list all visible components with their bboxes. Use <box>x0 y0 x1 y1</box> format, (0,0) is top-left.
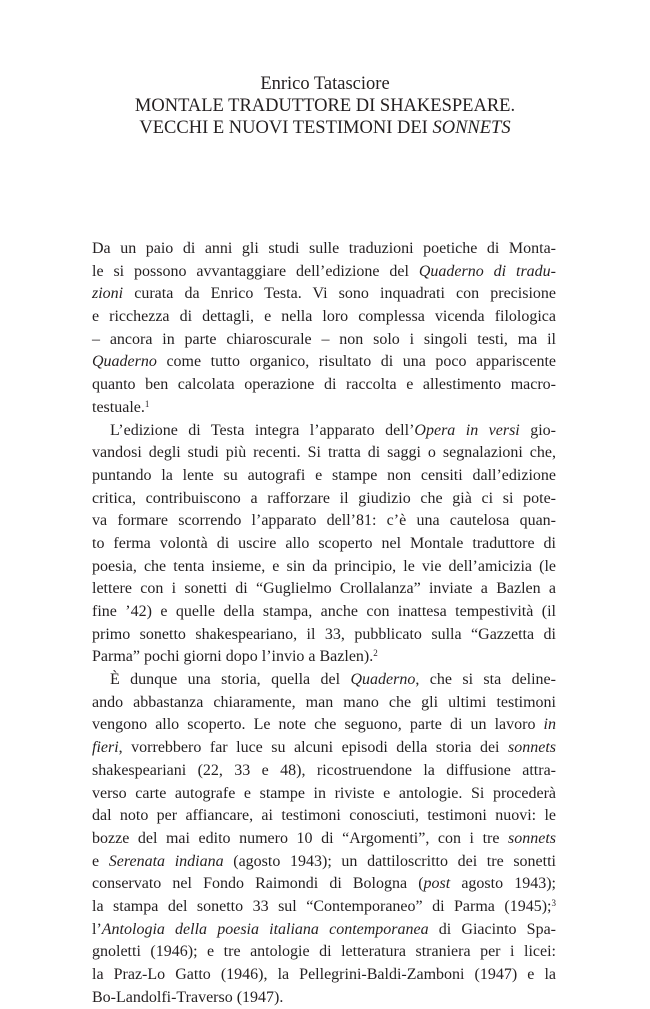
text-line <box>92 397 556 420</box>
text-run: testuale. <box>92 398 145 416</box>
text-line <box>92 351 556 374</box>
text-line <box>92 601 556 624</box>
text-line <box>92 306 556 329</box>
text-run: L’edizione di Testa integra l’apparato dell’ <box>110 421 415 439</box>
article-title-line-1: MONTALE TRADUTTORE DI SHAKESPEARE. <box>134 96 516 116</box>
text-line <box>92 488 556 511</box>
text-run: di Giacinto Spa- <box>428 920 557 938</box>
italic-text: fieri <box>92 739 119 757</box>
text-line <box>92 760 556 783</box>
text-run: Parma” pochi giorni dopo l’invio a Bazlen). <box>92 648 374 666</box>
text-line <box>92 919 556 942</box>
text-run: primo sonetto shakespeariano, il 33, pubblicato sulla “Gazzetta di <box>92 625 556 643</box>
italic-text: sonnets <box>508 829 556 847</box>
body-text <box>92 238 556 1009</box>
article-title-line-2-italic: SONNETS <box>432 118 511 138</box>
text-line <box>92 714 556 737</box>
text-run: poesia, che tenta insieme, e sin da principio, le vie dell’amicizia (le <box>92 557 556 575</box>
text-line <box>92 624 556 647</box>
text-run: fine ’42) e quelle della stampa, anche con inattesa tempestività (il <box>92 603 556 620</box>
text-run: agosto 1943); <box>450 875 556 893</box>
text-run: Da un paio di anni gli studi sulle traduzioni poetiche di Monta- <box>92 240 556 257</box>
text-line <box>92 374 556 397</box>
text-run: vandosi degli studi più recenti. Si tratta di saggi o segnalazioni che, <box>92 444 556 462</box>
text-run: va formare scorrendo l’apparato dell’81: c’è una cautelosa quan- <box>92 512 556 530</box>
text-run: to ferma volontà di uscire allo scoperto nel Montale traduttore di <box>92 534 556 552</box>
text-run: come tutto organico, risultato di una poco appariscente <box>156 353 556 371</box>
text-run: , che si sta deline- <box>415 671 556 689</box>
text-line <box>92 851 556 874</box>
text-run: verso carte autografe e stampe in riviste e antologie. Si procederà <box>92 784 556 802</box>
italic-text: Antologia della poesia italiana contemporanea <box>101 920 429 938</box>
text-run: le si possono avvantaggiare dell’edizione del <box>92 262 419 280</box>
italic-text: in <box>543 716 556 734</box>
text-line <box>92 646 556 669</box>
text-line <box>92 896 556 919</box>
text-line <box>92 329 556 352</box>
text-line <box>92 987 556 1009</box>
text-run: gnoletti (1946); e tre antologie di letteratura straniera per i licei: <box>92 943 556 961</box>
italic-text: post <box>423 875 451 893</box>
italic-text: Quaderno <box>92 353 157 371</box>
text-line <box>92 783 556 806</box>
article-title-line-2 <box>0 117 650 139</box>
text-run: , vorrebbero far luce su alcuni episodi della storia dei <box>118 739 508 757</box>
text-line <box>92 828 556 851</box>
paragraph <box>92 238 556 420</box>
text-line <box>92 465 556 488</box>
text-line <box>92 873 556 896</box>
text-run: vengono allo scoperto. Le note che seguono, parte di un lavoro <box>92 716 544 734</box>
text-run: È dunque una storia, quella del <box>110 671 351 689</box>
text-run: shakespeariani (22, 33 e 48), ricostruendone la diffusione attra- <box>92 761 556 779</box>
text-line <box>92 261 556 284</box>
text-run: lettere con i sonetti di “Guglielmo Crollalanza” inviate a Bazlen a <box>92 580 556 598</box>
text-run: – ancora in parte chiaroscurale – non solo i singoli testi, ma il <box>92 330 556 348</box>
text-line <box>92 692 556 715</box>
text-run: critica, contribuiscono a rafforzare il giudizio che già ci si pote- <box>92 489 556 507</box>
text-run: la Praz-Lo Gatto (1946), la Pellegrini-Baldi-Zamboni (1947) e la <box>92 966 556 983</box>
article-header <box>0 73 650 139</box>
text-line <box>92 420 556 443</box>
text-run: la stampa del sonetto 33 sul “Contemporaneo” di Parma (1945); <box>92 897 552 915</box>
italic-text: Opera in versi <box>414 421 520 439</box>
italic-text: zioni <box>92 285 124 303</box>
text-run: l’ <box>92 920 102 938</box>
text-run: curata da Enrico Testa. Vi sono inquadrati con precisione <box>123 285 556 303</box>
text-line <box>92 556 556 579</box>
text-run: bozze del mai edito numero 10 di “Argomenti”, con i tre <box>92 829 508 847</box>
text-line <box>92 510 556 533</box>
text-line <box>92 964 556 987</box>
text-run: e <box>92 852 109 870</box>
italic-text: Quaderno di tradu- <box>418 262 557 280</box>
text-run: ando abbastanza chiaramente, man mano che gli ultimi testimoni <box>92 693 556 711</box>
italic-text: sonnets <box>508 739 556 757</box>
text-line <box>92 669 556 692</box>
text-line <box>92 533 556 556</box>
text-run: quanto ben calcolata operazione di raccolta e allestimento macro- <box>92 376 556 394</box>
text-line <box>92 238 556 261</box>
footnote-marker: 2 <box>373 648 378 659</box>
text-run: e ricchezza di dettagli, e nella loro complessa vicenda filologica <box>92 308 556 326</box>
footnote-marker: 3 <box>551 897 556 908</box>
text-run: Bo-Landolfi-Traverso (1947). <box>92 988 284 1006</box>
text-line <box>92 737 556 760</box>
text-line <box>92 442 556 465</box>
text-run: conservato nel Fondo Raimondi di Bologna ( <box>92 875 424 893</box>
italic-text: Quaderno <box>350 671 416 689</box>
article-title-line-2-text: VECCHI E NUOVI TESTIMONI DEI <box>139 118 433 138</box>
text-line <box>92 283 556 306</box>
paragraph <box>92 420 556 670</box>
text-line <box>92 941 556 964</box>
text-run: dal noto per affiancare, ai testimoni conosciuti, testimoni nuovi: le <box>92 807 556 825</box>
text-run: puntando la lente su autografi e stampe non censiti dall’edizione <box>92 466 556 484</box>
italic-text: Serenata indiana <box>108 852 224 870</box>
text-line <box>92 578 556 601</box>
author-name: Enrico Tatasciore <box>260 74 390 94</box>
footnote-marker: 1 <box>144 398 150 409</box>
text-run: gio- <box>519 421 556 439</box>
text-line <box>92 805 556 828</box>
text-run: (agosto 1943); un dattiloscritto dei tre sonetti <box>223 852 556 870</box>
paragraph <box>92 669 556 1009</box>
